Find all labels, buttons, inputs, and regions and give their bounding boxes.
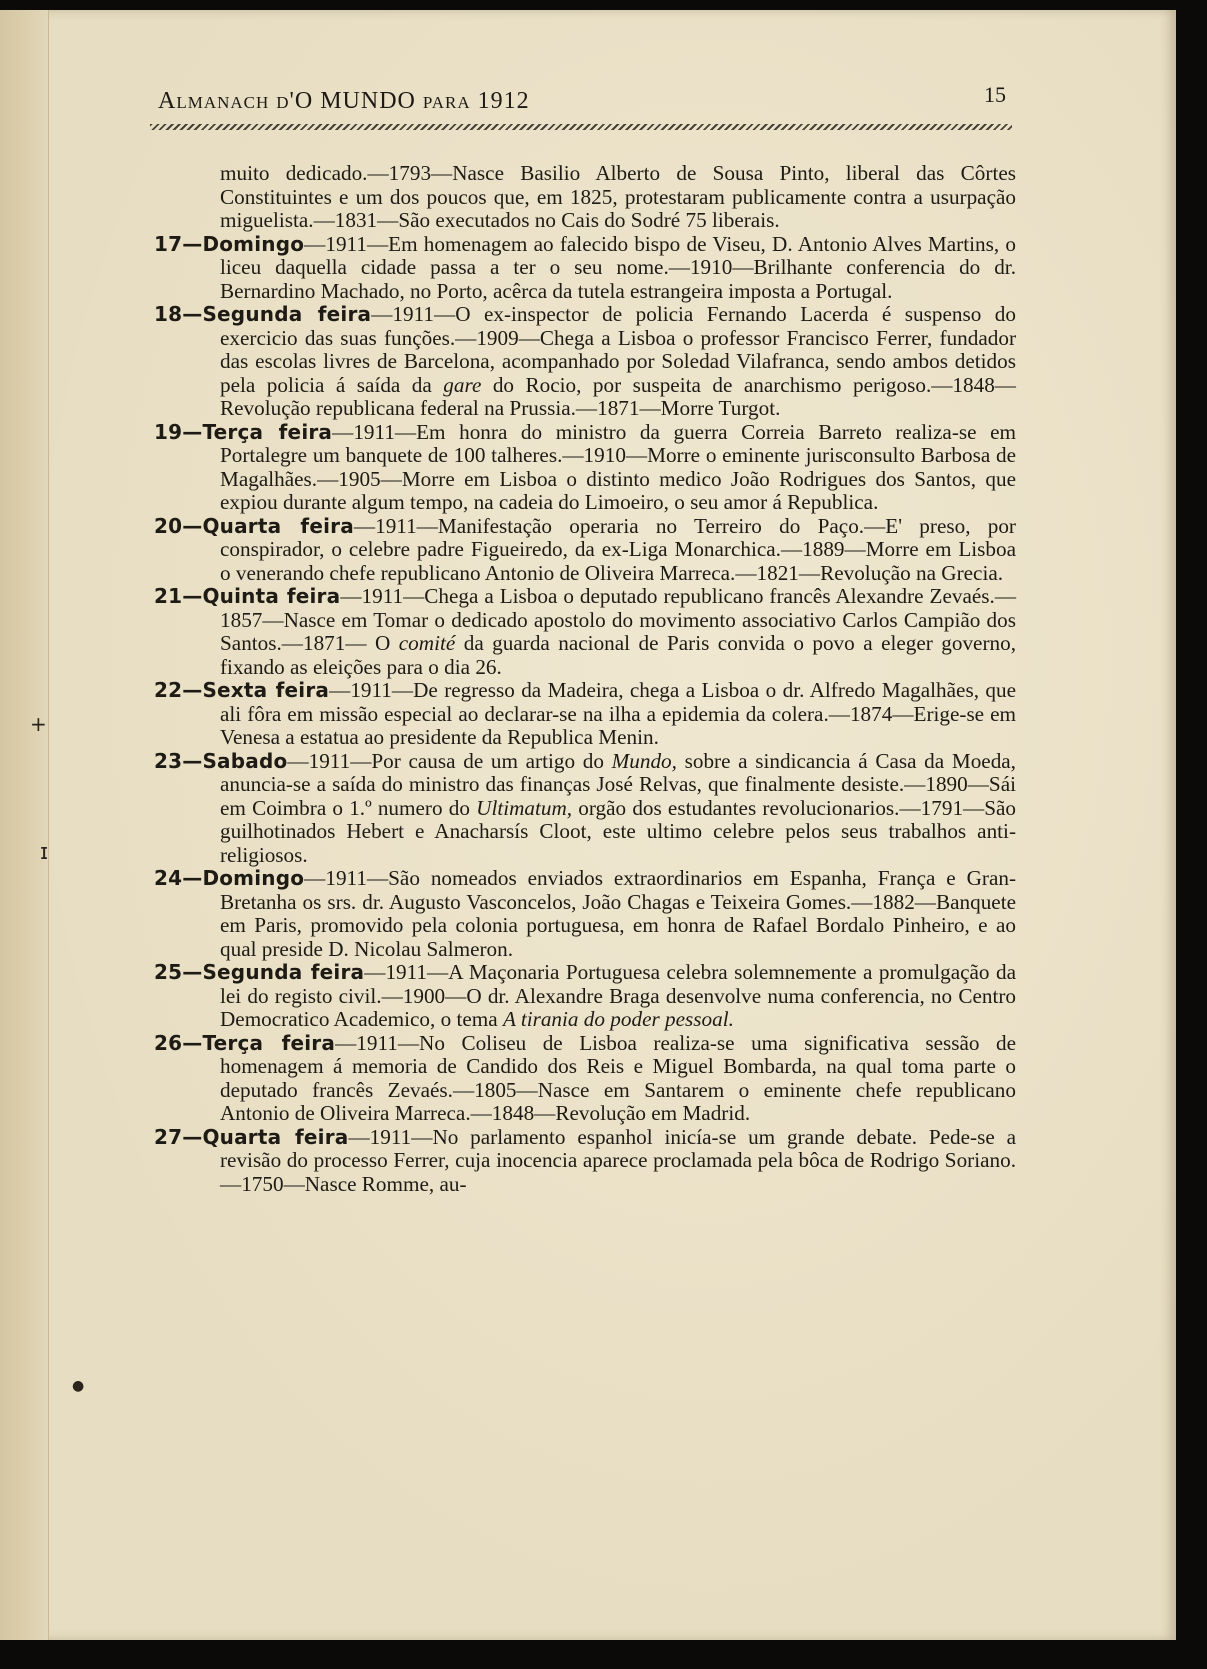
running-title: Almanach d'O MUNDO para 1912 bbox=[158, 88, 530, 114]
margin-mark: + bbox=[30, 712, 47, 736]
day-number: 23— bbox=[154, 748, 203, 773]
day-name: Domingo bbox=[202, 231, 305, 256]
calendar-entry: 22—Sexta feira—1911—De regresso da Madeira, chega a Lisboa o dr. Alfredo Magalhães, que ali fôra em missão especial ao declarar-se na ilha a epidemia da colera.—1874—Erige-se em Venesa a estatua ao presidente da Republica Menin. bbox=[154, 678, 1016, 749]
day-number: 24— bbox=[154, 866, 203, 890]
day-name: Terça feira bbox=[202, 419, 333, 444]
calendar-entry: muito dedicado.—1793—Nasce Basilio Alberto de Sousa Pinto, liberal das Côrtes Constituintes e um dos poucos que, em 1825, protestaram publicamente contra a usurpação miguelista.—1831—São executados no Cais do Sodré 75 liberais. bbox=[220, 161, 1016, 232]
day-number: 20— bbox=[154, 513, 203, 538]
header-rule bbox=[150, 124, 1012, 130]
day-number: 21— bbox=[154, 584, 203, 608]
calendar-entry: 27—Quarta feira—1911—No parlamento espanhol inicía-se um grande debate. Pede-se a revisão do processo Ferrer, cuja inocencia aparece proclamada pela bôca de Rodrigo Soriano.—1750—Nasce Romme, au- bbox=[154, 1124, 1017, 1196]
day-name: Segunda feira bbox=[202, 302, 372, 326]
calendar-entry: 18—Segunda feira—1911—O ex-inspector de policia Fernando Lacerda é suspenso do exercicio das suas funções.—1909—Chega a Lisboa o professor Francisco Ferrer, fundador das escolas livres de Barcelona, acompanhado por Soledad Vilafranca, sendo ambos detidos pela policia á saída da gare do Rocio, por suspeita de anarchismo perigoso.—1848—Revolução republicana federal na Prussia.—1871—Morre Turgot. bbox=[154, 302, 1016, 420]
day-number: 25— bbox=[154, 960, 203, 984]
day-number: 18— bbox=[154, 302, 203, 326]
page-binding bbox=[0, 10, 49, 1640]
calendar-entry: 24—Domingo—1911—São nomeados enviados extraordinarios em Espanha, França e Gran-Bretanha os srs. dr. Augusto Vasconcelos, João Chagas e Teixeira Gomes.—1882—Banquete em Paris, promovido pela colonia portuguesa, em honra de Rafael Bordalo Pinheiro, e ao qual preside D. Nicolau Salmeron. bbox=[154, 866, 1016, 961]
day-name: Domingo bbox=[202, 866, 305, 890]
day-number: 22— bbox=[154, 678, 203, 702]
page-header bbox=[158, 82, 1010, 122]
calendar-entry: 17—Domingo—1911—Em homenagem ao falecido bispo de Viseu, D. Antonio Alves Martins, o liceu daquella cidade passa a ter o seu nome.—1910—Brilhante conferencia do dr. Bernardino Machado, no Porto, acêrca da tutela estrangeira imposta a Portugal. bbox=[154, 231, 1016, 303]
day-number: 26— bbox=[154, 1030, 203, 1055]
day-name: Segunda feira bbox=[202, 960, 365, 984]
day-number: 19— bbox=[154, 419, 203, 444]
margin-mark: ● bbox=[72, 1378, 85, 1394]
calendar-entry: 23—Sabado—1911—Por causa de um artigo do Mundo, sobre a sindicancia á Casa da Moeda, anuncia-se a saída do ministro das finanças José Relvas, que finalmente desiste.—1890—Sái em Coimbra o 1.º numero do Ultimatum, orgão dos estudantes revolucionarios.—1791—São guilhotinados Hebert e Anacharsís Cloot, este ultimo celebre pelos seus trabalhos anti-religiosos. bbox=[154, 748, 1017, 867]
calendar-text bbox=[154, 162, 1016, 1196]
calendar-entry: 26—Terça feira—1911—No Coliseu de Lisboa realiza-se uma significativa sessão de homenagem á memoria de Candido dos Reis e Miguel Bombarda, na qual toma parte o deputado francês Zevaés.—1805—Nasce em Santarem o eminente chefe republicano Antonio de Oliveira Marreca.—1848—Revolução em Madrid. bbox=[154, 1030, 1016, 1125]
day-number: 17— bbox=[154, 231, 203, 256]
day-name: Terça feira bbox=[202, 1030, 336, 1055]
day-name: Quinta feira bbox=[202, 584, 341, 608]
calendar-entry: 19—Terça feira—1911—Em honra do ministro da guerra Correia Barreto realiza-se em Portalegre um banquete de 100 talheres.—1910—Morre o eminente jurisconsulto Barbosa de Magalhães.—1905—Morre em Lisboa o distinto medico João Rodrigues dos Santos, que expiou durante algum tempo, na cadeia do Limoeiro, o seu amor á Republica. bbox=[154, 419, 1016, 514]
day-number: 27— bbox=[154, 1124, 203, 1149]
day-name: Quarta feira bbox=[202, 1124, 349, 1149]
calendar-entry: 25—Segunda feira—1911—A Maçonaria Portuguesa celebra solemnemente a promulgação da lei do registo civil.—1900—O dr. Alexandre Braga desenvolve numa conferencia, no Centro Democratico Academico, o tema A tirania do poder pessoal. bbox=[154, 960, 1016, 1031]
calendar-entry: 20—Quarta feira—1911—Manifestação operaria no Terreiro do Paço.—E' preso, por conspirador, o celebre padre Figueiredo, da ex-Liga Monarchica.—1889—Morre em Lisboa o venerando chefe republicano Antonio de Oliveira Marreca.—1821—Revolução na Grecia. bbox=[154, 513, 1016, 585]
page-number: 15 bbox=[984, 82, 1006, 107]
day-name: Sabado bbox=[202, 748, 288, 773]
calendar-entry: 21—Quinta feira—1911—Chega a Lisboa o deputado republicano francês Alexandre Zevaés.—1857—Nasce em Tomar o dedicado apostolo do movimento associativo Carlos Campião dos Santos.—1871— O comité da guarda nacional de Paris convida o povo a eleger governo, fixando as eleições para o dia 26. bbox=[154, 584, 1017, 679]
margin-mark: ɪ bbox=[40, 840, 49, 865]
day-name: Sexta feira bbox=[202, 678, 330, 702]
day-name: Quarta feira bbox=[202, 513, 354, 538]
